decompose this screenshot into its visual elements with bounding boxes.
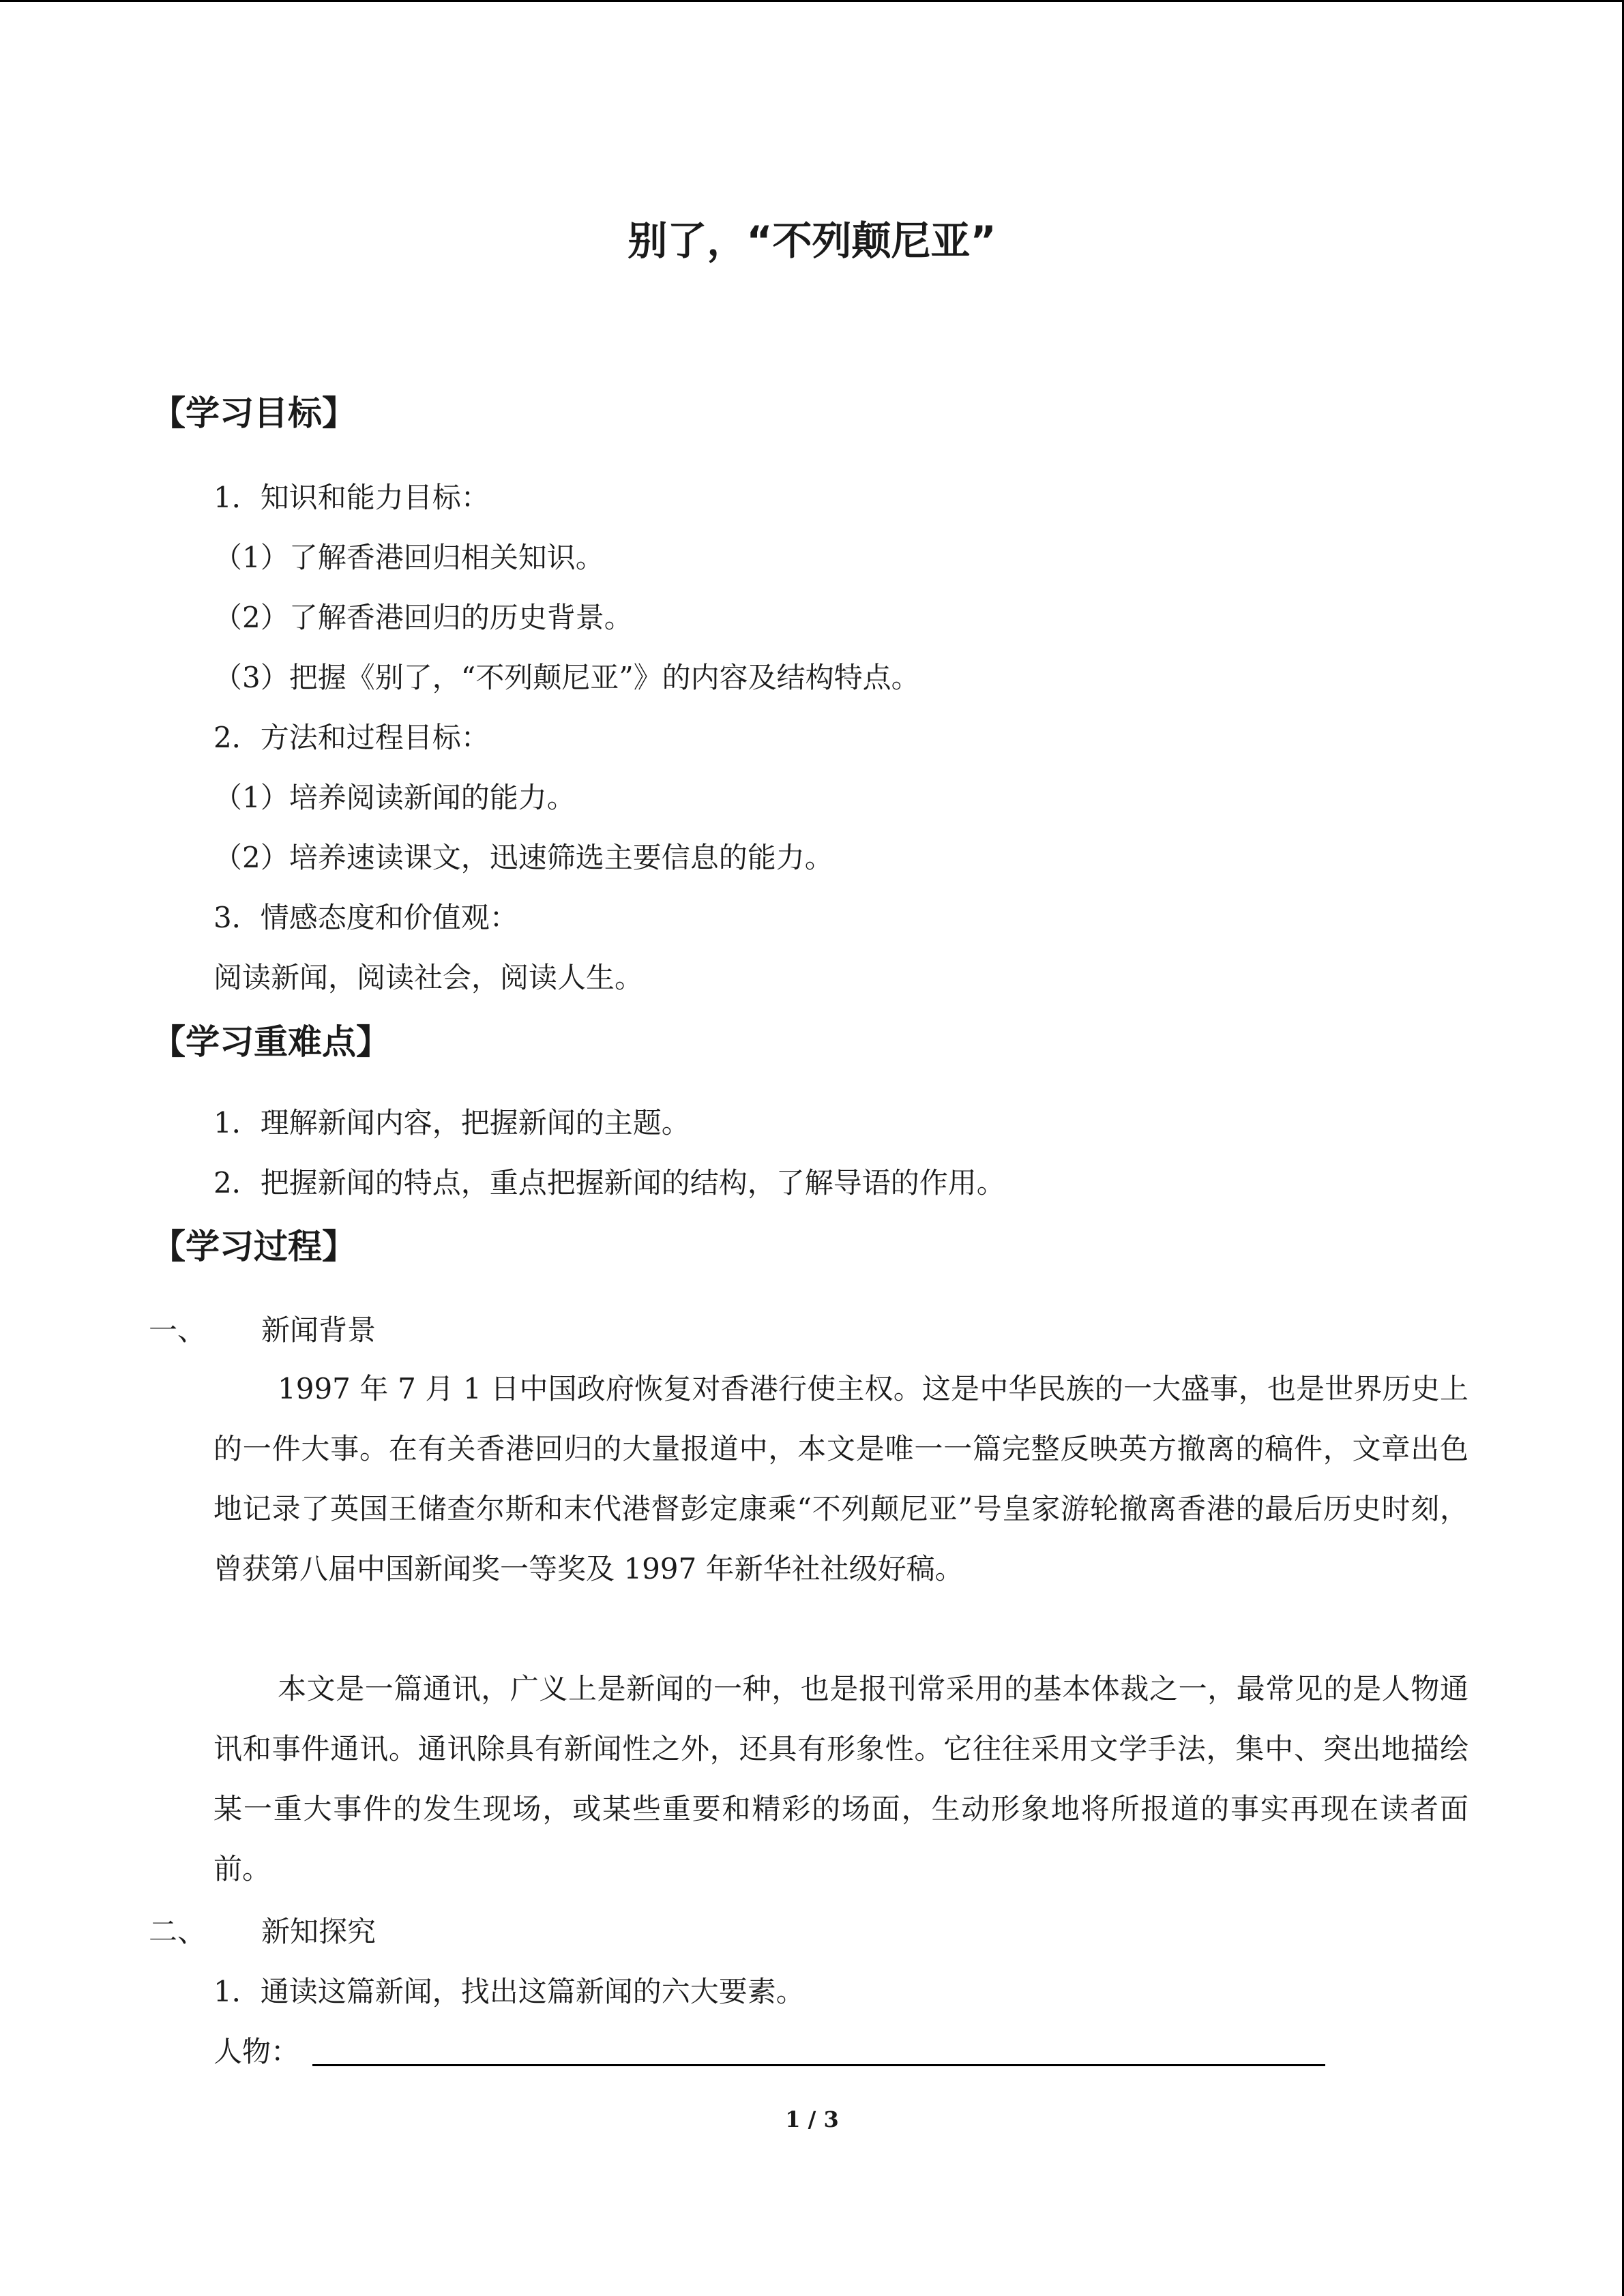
background-paragraph-2: 本文是一篇通讯，广义上是新闻的一种，也是报刊常采用的基本体裁之一，最常见的是人物通讯和事件通讯。通讯除具有新闻性之外，还具有形象性。它往往采用文学手法，集中、突出地描绘某一重大事件的发生现场，或某些重要和精彩的场面，生动形象地将所报道的事实再现在读者面前。 xyxy=(213,1672,1468,1885)
key-point-line: 2．把握新闻的特点，重点把握新闻的结构，了解导语的作用。 xyxy=(213,1166,1005,1199)
background-paragraph-1: 1997 年 7 月 1 日中国政府恢复对香港行使主权。这是中华民族的一大盛事，也是世界历史上的一件大事。在有关香港回归的大量报道中，本文是唯一一篇完整反映英方撤离的稿件，文章出色地记录了英国王储查尔斯和末代港督彭定康乘“不列颠尼亚”号皇家游轮撤离香港的最后历史时刻，曾获第八届中国新闻奖一等奖及 1997 年新华社社级好稿。 xyxy=(213,1372,1468,1585)
objective-line: （2）培养速读课文，迅速筛选主要信息的能力。 xyxy=(213,841,833,874)
person-answer-blank[interactable] xyxy=(312,2064,1325,2066)
heading-key-points: 【学习重难点】 xyxy=(151,1022,390,1062)
objective-line: 阅读新闻，阅读社会，阅读人生。 xyxy=(213,961,644,994)
part2-label: 新知探究 xyxy=(261,1915,377,1948)
objective-line: 2．方法和过程目标： xyxy=(213,721,490,754)
objective-line: 3．情感态度和价值观： xyxy=(213,901,518,934)
objective-line: （3）把握《别了，“不列颠尼亚”》的内容及结构特点。 xyxy=(213,661,920,694)
objective-line: （2）了解香港回归的历史背景。 xyxy=(213,601,633,634)
objective-line: 1．知识和能力目标： xyxy=(213,481,490,514)
objective-line: （1）培养阅读新闻的能力。 xyxy=(213,781,576,814)
heading-process: 【学习过程】 xyxy=(151,1227,356,1266)
person-field-label: 人物： xyxy=(213,2035,300,2068)
heading-objectives: 【学习目标】 xyxy=(151,393,356,433)
page-number: 1 / 3 xyxy=(785,2106,839,2132)
document-title: 别了，“不列颠尼亚” xyxy=(628,218,996,264)
part1-label: 新闻背景 xyxy=(261,1313,377,1347)
part2-number: 二、 xyxy=(149,1915,207,1948)
objective-line: （1）了解香港回归相关知识。 xyxy=(213,541,604,574)
key-point-line: 1．理解新闻内容，把握新闻的主题。 xyxy=(213,1106,690,1139)
part1-number: 一、 xyxy=(149,1313,207,1347)
task-line: 1．通读这篇新闻，找出这篇新闻的六大要素。 xyxy=(213,1975,805,2008)
